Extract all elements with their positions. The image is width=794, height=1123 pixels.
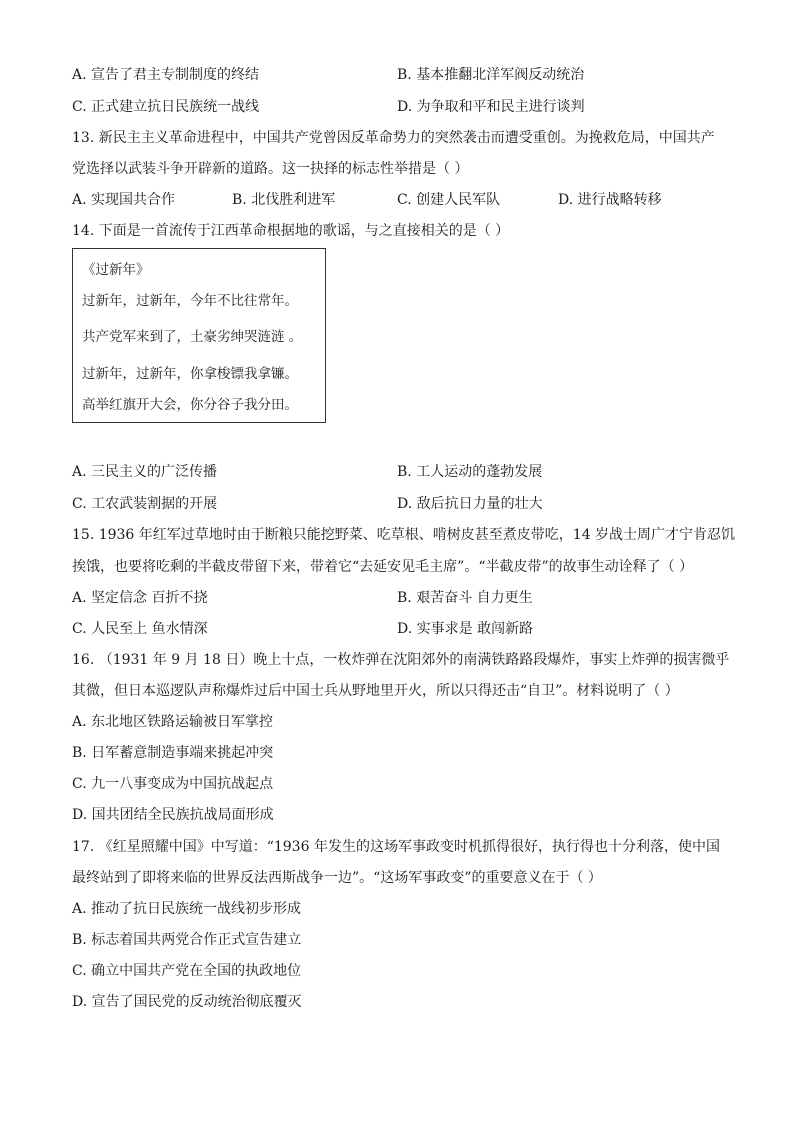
q15-option-c: C. 人民至上 鱼水情深: [72, 621, 208, 637]
q17-option-a: A. 推动了抗日民族统一战线初步形成: [72, 901, 302, 917]
q13-option-d: D. 进行战略转移: [558, 192, 662, 208]
q14-option-c: C. 工农武装割据的开展: [72, 496, 218, 512]
q17-option-b: B. 标志着国共两党合作正式宣告建立: [72, 932, 302, 948]
q14-option-d: D. 敌后抗日力量的壮大: [397, 496, 543, 512]
q16-option-b: B. 日军蓄意制造事端来挑起冲突: [72, 745, 274, 761]
q17-stem-line2: 最终站到了即将来临的世界反法西斯战争一边”。“这场军事政变”的重要意义在于（ ）: [72, 870, 602, 886]
q15-stem-line2: 挨饿，也要将吃剩的半截皮带留下来，带着它“去延安见毛主席”。“半截皮带”的故事生动诠释了（ ）: [72, 559, 694, 575]
q14-stem: 14. 下面是一首流传于江西革命根据地的歌谣，与之直接相关的是（ ）: [72, 223, 510, 239]
q14-option-b: B. 工人运动的蓬勃发展: [397, 464, 543, 480]
q17-option-c: C. 确立中国共产党在全国的执政地位: [72, 963, 302, 979]
q12-option-b: B. 基本推翻北洋军阀反动统治: [397, 67, 585, 83]
poem-title: 《过新年》: [82, 262, 150, 278]
q13-stem-line1: 13. 新民主主义革命进程中，中国共产党曾因反革命势力的突然袭击而遭受重创。为挽救危局，中国共产: [72, 130, 715, 146]
q13-option-c: C. 创建人民军队: [397, 192, 501, 208]
q15-option-b: B. 艰苦奋斗 自力更生: [397, 590, 533, 606]
q12-option-c: C. 正式建立抗日民族统一战线: [72, 99, 260, 115]
q16-stem-line2: 其微，但日本巡逻队声称爆炸过后中国士兵从野地里开火，所以只得还击“自卫”。材料说明了（ ）: [72, 683, 679, 699]
q13-stem-line2: 党选择以武装斗争开辟新的道路。这一抉择的标志性举措是（ ）: [72, 161, 469, 177]
poem-line-3: 过新年，过新年，你拿梭镖我拿镰。: [82, 366, 298, 382]
poem-line-1: 过新年，过新年，今年不比往常年。: [82, 293, 298, 309]
q13-option-a: A. 实现国共合作: [72, 192, 176, 208]
q16-option-c: C. 九一八事变成为中国抗战起点: [72, 776, 274, 792]
q12-option-d: D. 为争取和平和民主进行谈判: [397, 99, 585, 115]
q15-option-d: D. 实事求是 敢闯新路: [397, 621, 534, 637]
q13-option-b: B. 北伐胜利进军: [232, 192, 336, 208]
q15-option-a: A. 坚定信念 百折不挠: [72, 590, 208, 606]
poem-line-4: 高举红旗开大会，你分谷子我分田。: [82, 397, 298, 413]
q16-stem-line1: 16. （1931 年 9 月 18 日）晚上十点，一枚炸弹在沈阳郊外的南满铁路路段爆炸，事实上炸弹的损害微乎: [72, 652, 730, 668]
q15-stem-line1: 15. 1936 年红军过草地时由于断粮只能挖野菜、吃草根、啃树皮甚至煮皮带吃，14 岁战士周广才宁肯忍饥: [72, 527, 736, 543]
q14-option-a: A. 三民主义的广泛传播: [72, 464, 218, 480]
q16-option-d: D. 国共团结全民族抗战局面形成: [72, 807, 274, 823]
q16-option-a: A. 东北地区铁路运输被日军掌控: [72, 714, 274, 730]
q12-option-a: A. 宣告了君主专制制度的终结: [72, 67, 260, 83]
q17-option-d: D. 宣告了国民党的反动统治彻底覆灭: [72, 994, 302, 1010]
poem-box: [72, 248, 326, 423]
q17-stem-line1: 17. 《红星照耀中国》中写道：“1936 年发生的这场军事政变时机抓得很好，执行得也十分利落，使中国: [72, 839, 720, 855]
poem-line-2: 共产党军来到了，土豪劣绅哭涟涟 。: [82, 329, 303, 345]
